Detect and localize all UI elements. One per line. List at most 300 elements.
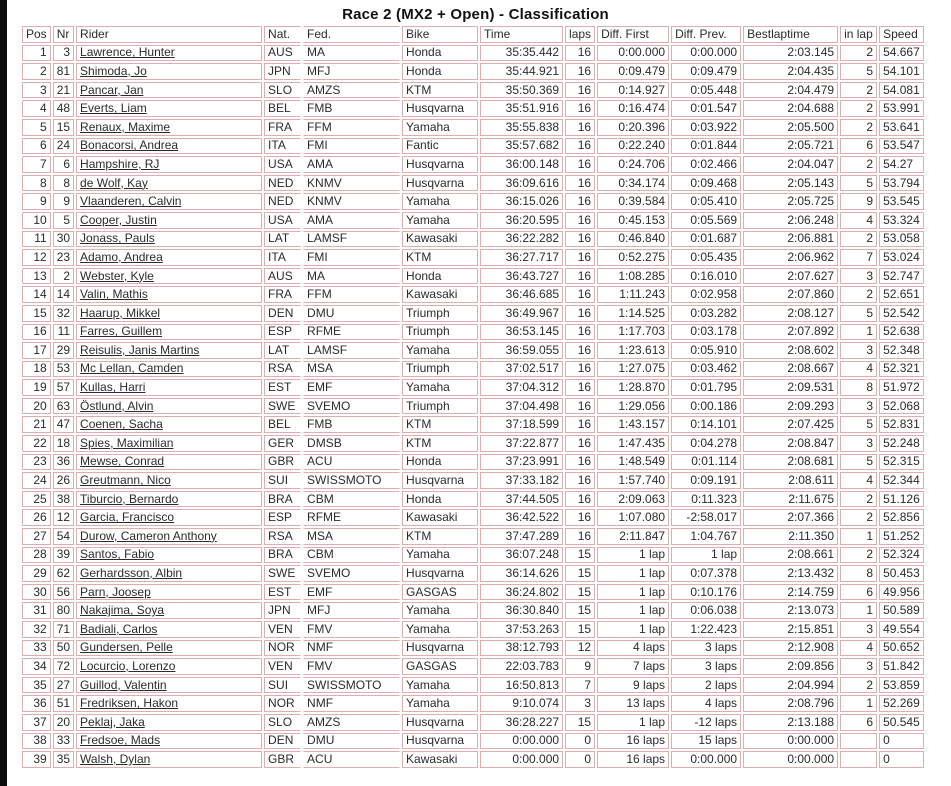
cell-speed: 52.348 — [879, 342, 924, 359]
cell-nat: ITA — [264, 249, 301, 266]
cell-diff-first: 16 laps — [597, 733, 669, 750]
cell-in-lap: 4 — [840, 640, 877, 657]
rider-link[interactable]: Badiali, Carlos — [80, 621, 158, 636]
cell-time: 35:50.369 — [480, 82, 563, 99]
cell-diff-first: 1:08.285 — [597, 268, 669, 285]
table-row — [22, 342, 924, 359]
cell-nr: 27 — [53, 677, 74, 694]
cell-laps: 16 — [565, 249, 595, 266]
cell-rider — [76, 714, 262, 731]
cell-diff-first: 7 laps — [597, 658, 669, 675]
rider-link[interactable]: Fredsoe, Mads — [80, 733, 161, 748]
cell-diff-prev: 0:09.468 — [671, 175, 741, 192]
cell-rider — [76, 45, 262, 62]
cell-diff-prev: 0:05.910 — [671, 342, 741, 359]
cell-diff-prev: 0:05.448 — [671, 82, 741, 99]
cell-nat: ESP — [264, 509, 301, 526]
cell-time: 37:02.517 — [480, 361, 563, 378]
cell-bestlaptime: 2:03.145 — [743, 45, 838, 62]
cell-pos: 14 — [22, 286, 51, 303]
cell-bike: GASGAS — [402, 584, 478, 601]
cell-laps: 16 — [565, 45, 595, 62]
table-row — [22, 602, 924, 619]
cell-diff-prev: 0:05.569 — [671, 212, 741, 229]
cell-laps: 16 — [565, 435, 595, 452]
cell-speed: 53.547 — [879, 138, 924, 155]
cell-in-lap: 2 — [840, 100, 877, 117]
cell-pos: 6 — [22, 138, 51, 155]
rider-link[interactable]: Peklaj, Jaka — [80, 714, 145, 729]
rider-link[interactable]: Nakajima, Soya — [80, 603, 165, 618]
cell-pos: 35 — [22, 677, 51, 694]
cell-laps: 16 — [565, 212, 595, 229]
cell-laps: 16 — [565, 509, 595, 526]
col-header-bike: Bike — [402, 26, 478, 43]
cell-bestlaptime: 2:06.248 — [743, 212, 838, 229]
cell-laps: 16 — [565, 454, 595, 471]
cell-diff-prev: 15 laps — [671, 733, 741, 750]
cell-in-lap: 3 — [840, 342, 877, 359]
cell-nat: FRA — [264, 119, 301, 136]
cell-diff-prev: 0:06.038 — [671, 602, 741, 619]
cell-bike: KTM — [402, 435, 478, 452]
cell-pos: 7 — [22, 156, 51, 173]
cell-nat: JPN — [264, 63, 301, 80]
cell-fed: FMI — [303, 249, 400, 266]
cell-in-lap: 3 — [840, 398, 877, 415]
rider-link[interactable]: Locurcio, Lorenzo — [80, 658, 176, 673]
table-row — [22, 547, 924, 564]
cell-diff-first: 1:23.613 — [597, 342, 669, 359]
cell-nat: VEN — [264, 658, 301, 675]
cell-fed: DMU — [303, 733, 400, 750]
table-row — [22, 472, 924, 489]
cell-time: 36:00.148 — [480, 156, 563, 173]
cell-rider — [76, 305, 262, 322]
cell-nat: DEN — [264, 733, 301, 750]
cell-nat: USA — [264, 212, 301, 229]
rider-link[interactable]: Parn, Joosep — [80, 584, 151, 599]
rider-link[interactable]: Adamo, Andrea — [80, 249, 163, 264]
cell-bike: Husqvarna — [402, 733, 478, 750]
cell-in-lap: 1 — [840, 324, 877, 341]
cell-pos: 2 — [22, 63, 51, 80]
rider-link[interactable]: Haarup, Mikkel — [80, 305, 161, 320]
cell-time: 36:28.227 — [480, 714, 563, 731]
cell-bestlaptime: 2:08.611 — [743, 472, 838, 489]
cell-nr: 3 — [53, 45, 74, 62]
cell-fed: SVEMO — [303, 565, 400, 582]
cell-nr: 11 — [53, 324, 74, 341]
cell-bestlaptime: 2:05.500 — [743, 119, 838, 136]
rider-link[interactable]: Spies, Maximilian — [80, 435, 174, 450]
cell-bestlaptime: 2:13.432 — [743, 565, 838, 582]
cell-time: 36:15.026 — [480, 193, 563, 210]
cell-nr: 18 — [53, 435, 74, 452]
cell-nr: 35 — [53, 751, 74, 768]
rider-link[interactable]: Gundersen, Pelle — [80, 640, 173, 655]
cell-fed: EMF — [303, 379, 400, 396]
table-row — [22, 45, 924, 62]
cell-time: 36:24.802 — [480, 584, 563, 601]
cell-speed: 52.248 — [879, 435, 924, 452]
cell-pos: 23 — [22, 454, 51, 471]
cell-pos: 21 — [22, 416, 51, 433]
rider-link[interactable]: Gerhardsson, Albin — [80, 566, 183, 581]
cell-speed: 49.956 — [879, 584, 924, 601]
cell-time: 37:22.877 — [480, 435, 563, 452]
cell-laps: 16 — [565, 193, 595, 210]
cell-diff-first: 1:27.075 — [597, 361, 669, 378]
cell-diff-prev: 0:09.191 — [671, 472, 741, 489]
rider-link[interactable]: Kullas, Harri — [80, 380, 146, 395]
cell-bike: Kawasaki — [402, 751, 478, 768]
table-row — [22, 640, 924, 657]
cell-pos: 1 — [22, 45, 51, 62]
col-header-laps: laps — [565, 26, 595, 43]
rider-link[interactable]: Garcia, Francisco — [80, 510, 175, 525]
cell-in-lap: 8 — [840, 565, 877, 582]
cell-in-lap — [840, 751, 877, 768]
cell-nat: NED — [264, 193, 301, 210]
cell-rider — [76, 658, 262, 675]
cell-nat: GBR — [264, 454, 301, 471]
cell-bestlaptime: 2:04.994 — [743, 677, 838, 694]
cell-pos: 32 — [22, 621, 51, 638]
rider-link[interactable]: Durow, Cameron Anthony — [80, 528, 217, 543]
cell-fed: MSA — [303, 361, 400, 378]
col-header-nr: Nr — [53, 26, 74, 43]
cell-fed: LAMSF — [303, 342, 400, 359]
cell-pos: 13 — [22, 268, 51, 285]
cell-diff-first: 0:09.479 — [597, 63, 669, 80]
rider-link[interactable]: Bonacorsi, Andrea — [80, 138, 179, 153]
cell-in-lap: 2 — [840, 156, 877, 173]
rider-link[interactable]: Jonass, Pauls — [80, 231, 155, 246]
rider-link[interactable]: Reisulis, Janis Martins — [80, 342, 200, 357]
cell-time: 36:14.626 — [480, 565, 563, 582]
cell-fed: DMU — [303, 305, 400, 322]
rider-link[interactable]: Webster, Kyle — [80, 268, 154, 283]
table-row — [22, 528, 924, 545]
cell-in-lap: 6 — [840, 714, 877, 731]
cell-nat: JPN — [264, 602, 301, 619]
cell-rider — [76, 416, 262, 433]
cell-diff-prev: 0:00.000 — [671, 45, 741, 62]
cell-rider — [76, 695, 262, 712]
cell-time: 36:20.595 — [480, 212, 563, 229]
cell-bike: Fantic — [402, 138, 478, 155]
cell-time: 0:00.000 — [480, 751, 563, 768]
cell-in-lap: 4 — [840, 212, 877, 229]
cell-nat: ESP — [264, 324, 301, 341]
rider-link[interactable]: Cooper, Justin — [80, 212, 157, 227]
rider-link[interactable]: Renaux, Maxime — [80, 119, 171, 134]
cell-pos: 24 — [22, 472, 51, 489]
cell-nr: 62 — [53, 565, 74, 582]
cell-nat: GER — [264, 435, 301, 452]
cell-in-lap: 2 — [840, 82, 877, 99]
cell-pos: 3 — [22, 82, 51, 99]
cell-time: 37:33.182 — [480, 472, 563, 489]
cell-in-lap: 1 — [840, 528, 877, 545]
cell-time: 37:04.498 — [480, 398, 563, 415]
cell-nr: 50 — [53, 640, 74, 657]
cell-in-lap: 2 — [840, 491, 877, 508]
cell-nat: NOR — [264, 640, 301, 657]
cell-laps: 16 — [565, 268, 595, 285]
cell-speed: 53.545 — [879, 193, 924, 210]
cell-pos: 22 — [22, 435, 51, 452]
cell-pos: 27 — [22, 528, 51, 545]
cell-laps: 16 — [565, 286, 595, 303]
cell-speed: 51.126 — [879, 491, 924, 508]
cell-laps: 15 — [565, 565, 595, 582]
cell-rider — [76, 119, 262, 136]
cell-nr: 56 — [53, 584, 74, 601]
table-row — [22, 491, 924, 508]
cell-fed: MSA — [303, 528, 400, 545]
cell-rider — [76, 491, 262, 508]
cell-bike: KTM — [402, 528, 478, 545]
cell-rider — [76, 435, 262, 452]
cell-diff-prev: 0:01.844 — [671, 138, 741, 155]
cell-rider — [76, 156, 262, 173]
rider-link[interactable]: Lawrence, Hunter — [80, 45, 175, 60]
cell-laps: 16 — [565, 175, 595, 192]
cell-bestlaptime: 2:04.435 — [743, 63, 838, 80]
cell-diff-prev: 1:04.767 — [671, 528, 741, 545]
rider-link[interactable]: de Wolf, Kay — [80, 175, 148, 190]
cell-time: 37:23.991 — [480, 454, 563, 471]
rider-link[interactable]: Guillod, Valentin — [80, 677, 167, 692]
cell-pos: 12 — [22, 249, 51, 266]
rider-link[interactable]: Fredriksen, Hakon — [80, 696, 179, 711]
rider-link[interactable]: Coenen, Sacha — [80, 417, 163, 432]
cell-speed: 53.794 — [879, 175, 924, 192]
cell-nr: 12 — [53, 509, 74, 526]
cell-in-lap: 3 — [840, 621, 877, 638]
rider-link[interactable]: Pancar, Jan — [80, 82, 144, 97]
cell-laps: 16 — [565, 305, 595, 322]
cell-bike: Yamaha — [402, 677, 478, 694]
col-header-rider: Rider — [76, 26, 262, 43]
cell-nat: SUI — [264, 472, 301, 489]
cell-bike: Yamaha — [402, 119, 478, 136]
cell-pos: 29 — [22, 565, 51, 582]
cell-bestlaptime: 2:09.856 — [743, 658, 838, 675]
cell-pos: 37 — [22, 714, 51, 731]
cell-rider — [76, 565, 262, 582]
table-row — [22, 435, 924, 452]
cell-diff-prev: 0:09.479 — [671, 63, 741, 80]
cell-diff-first: 0:14.927 — [597, 82, 669, 99]
cell-pos: 38 — [22, 733, 51, 750]
cell-nat: BRA — [264, 547, 301, 564]
cell-nr: 63 — [53, 398, 74, 415]
table-row — [22, 324, 924, 341]
cell-nat: GBR — [264, 751, 301, 768]
cell-diff-prev: 2 laps — [671, 677, 741, 694]
cell-speed: 50.453 — [879, 565, 924, 582]
table-row — [22, 63, 924, 80]
cell-speed: 52.344 — [879, 472, 924, 489]
rider-link[interactable]: Shimoda, Jo — [80, 63, 147, 78]
cell-bestlaptime: 2:06.881 — [743, 231, 838, 248]
rider-link[interactable]: Santos, Fabio — [80, 547, 155, 562]
cell-diff-prev: -2:58.017 — [671, 509, 741, 526]
table-row — [22, 361, 924, 378]
rider-link[interactable]: Östlund, Alvin — [80, 398, 154, 413]
cell-time: 16:50.813 — [480, 677, 563, 694]
rider-link[interactable]: Hampshire, RJ — [80, 156, 160, 171]
rider-link[interactable]: Everts, Liam — [80, 101, 147, 116]
cell-diff-prev: 0:02.958 — [671, 286, 741, 303]
cell-diff-prev: 0:01.114 — [671, 454, 741, 471]
cell-pos: 31 — [22, 602, 51, 619]
cell-rider — [76, 454, 262, 471]
cell-rider — [76, 100, 262, 117]
cell-bike: Yamaha — [402, 621, 478, 638]
cell-rider — [76, 472, 262, 489]
cell-bike: Yamaha — [402, 602, 478, 619]
cell-bestlaptime: 2:07.627 — [743, 268, 838, 285]
cell-time: 0:00.000 — [480, 733, 563, 750]
table-header — [22, 26, 924, 43]
rider-link[interactable]: Valin, Mathis — [80, 287, 148, 302]
cell-bike: Kawasaki — [402, 286, 478, 303]
cell-nat: BEL — [264, 416, 301, 433]
cell-diff-prev: 0:01.687 — [671, 231, 741, 248]
rider-link[interactable]: Tiburcio, Bernardo — [80, 491, 179, 506]
cell-nr: 33 — [53, 733, 74, 750]
cell-diff-prev: 0:14.101 — [671, 416, 741, 433]
cell-rider — [76, 82, 262, 99]
cell-diff-first: 0:46.840 — [597, 231, 669, 248]
cell-nr: 15 — [53, 119, 74, 136]
cell-diff-first: 1:11.243 — [597, 286, 669, 303]
cell-speed: 52.856 — [879, 509, 924, 526]
table-row — [22, 398, 924, 415]
cell-diff-first: 16 laps — [597, 751, 669, 768]
table-row — [22, 138, 924, 155]
cell-bike: KTM — [402, 249, 478, 266]
cell-nat: SLO — [264, 82, 301, 99]
cell-fed: ACU — [303, 454, 400, 471]
cell-bestlaptime: 2:04.047 — [743, 156, 838, 173]
cell-time: 36:22.282 — [480, 231, 563, 248]
cell-fed: MFJ — [303, 63, 400, 80]
cell-diff-first: 0:22.240 — [597, 138, 669, 155]
cell-fed: FMB — [303, 100, 400, 117]
cell-rider — [76, 193, 262, 210]
rider-link[interactable]: Mewse, Conrad — [80, 454, 165, 469]
cell-fed: SWISSMOTO — [303, 472, 400, 489]
cell-rider — [76, 324, 262, 341]
cell-nat: SWE — [264, 565, 301, 582]
cell-bestlaptime: 2:04.688 — [743, 100, 838, 117]
rider-link[interactable]: Walsh, Dylan — [80, 751, 151, 766]
rider-link[interactable]: Vlaanderen, Calvin — [80, 194, 182, 209]
cell-laps: 16 — [565, 63, 595, 80]
cell-diff-prev: 0:05.435 — [671, 249, 741, 266]
cell-pos: 26 — [22, 509, 51, 526]
cell-rider — [76, 621, 262, 638]
cell-bestlaptime: 2:14.759 — [743, 584, 838, 601]
table-row — [22, 249, 924, 266]
table-row — [22, 677, 924, 694]
cell-laps: 16 — [565, 379, 595, 396]
cell-fed: AMZS — [303, 82, 400, 99]
cell-nr: 81 — [53, 63, 74, 80]
cell-bestlaptime: 2:05.725 — [743, 193, 838, 210]
cell-fed: RFME — [303, 509, 400, 526]
cell-speed: 0 — [879, 733, 924, 750]
cell-pos: 10 — [22, 212, 51, 229]
table-row — [22, 231, 924, 248]
cell-nat: NED — [264, 175, 301, 192]
cell-speed: 52.315 — [879, 454, 924, 471]
cell-speed: 52.747 — [879, 268, 924, 285]
cell-laps: 16 — [565, 100, 595, 117]
cell-time: 37:53.263 — [480, 621, 563, 638]
cell-laps: 15 — [565, 547, 595, 564]
cell-diff-first: 1:07.080 — [597, 509, 669, 526]
cell-laps: 16 — [565, 119, 595, 136]
cell-nat: EST — [264, 379, 301, 396]
table-row — [22, 416, 924, 433]
cell-pos: 28 — [22, 547, 51, 564]
cell-bike: Honda — [402, 491, 478, 508]
cell-nat: AUS — [264, 268, 301, 285]
cell-in-lap: 5 — [840, 63, 877, 80]
table-row — [22, 156, 924, 173]
cell-speed: 53.024 — [879, 249, 924, 266]
cell-rider — [76, 602, 262, 619]
cell-time: 37:47.289 — [480, 528, 563, 545]
cell-bike: Honda — [402, 454, 478, 471]
cell-laps: 16 — [565, 342, 595, 359]
table-row — [22, 509, 924, 526]
cell-bike: Husqvarna — [402, 175, 478, 192]
cell-nat: SUI — [264, 677, 301, 694]
rider-link[interactable]: Mc Lellan, Camden — [80, 361, 184, 376]
cell-diff-first: 0:00.000 — [597, 45, 669, 62]
cell-speed: 51.252 — [879, 528, 924, 545]
cell-speed: 50.545 — [879, 714, 924, 731]
col-header-time: Time — [480, 26, 563, 43]
cell-bike: Yamaha — [402, 547, 478, 564]
cell-speed: 52.542 — [879, 305, 924, 322]
rider-link[interactable]: Farres, Guillem — [80, 324, 163, 339]
cell-diff-first: 1:29.056 — [597, 398, 669, 415]
cell-bike: Triumph — [402, 324, 478, 341]
cell-bestlaptime: 2:12.908 — [743, 640, 838, 657]
cell-speed: 52.269 — [879, 695, 924, 712]
cell-time: 35:44.921 — [480, 63, 563, 80]
cell-bestlaptime: 2:07.366 — [743, 509, 838, 526]
cell-diff-first: 1:17.703 — [597, 324, 669, 341]
cell-rider — [76, 268, 262, 285]
cell-laps: 16 — [565, 472, 595, 489]
cell-speed: 54.081 — [879, 82, 924, 99]
rider-link[interactable]: Greutmann, Nico — [80, 473, 171, 488]
cell-laps: 9 — [565, 658, 595, 675]
cell-nr: 48 — [53, 100, 74, 117]
cell-time: 36:07.248 — [480, 547, 563, 564]
cell-time: 36:46.685 — [480, 286, 563, 303]
cell-laps: 16 — [565, 156, 595, 173]
